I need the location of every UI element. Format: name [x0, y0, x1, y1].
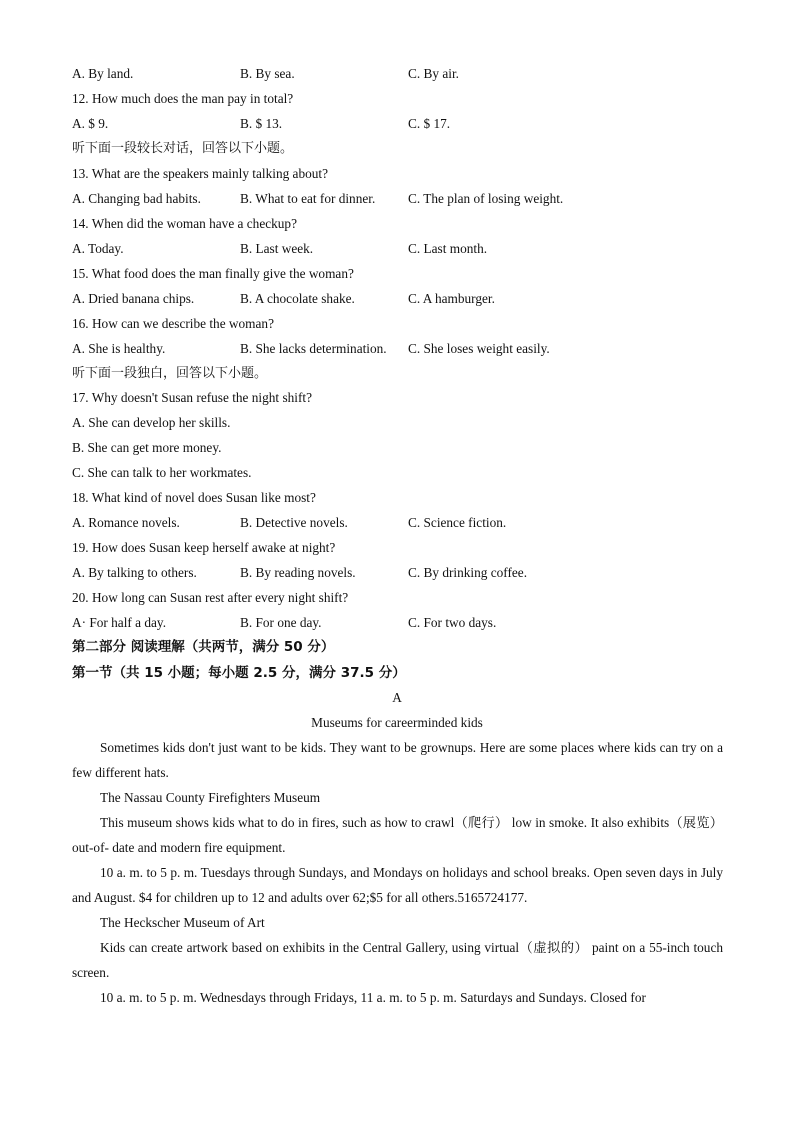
q18-option-a: A. Romance novels.: [72, 515, 180, 530]
q15-option-b: B. A chocolate shake.: [240, 291, 355, 306]
q18-question: 18. What kind of novel does Susan like most?: [72, 490, 316, 505]
museum2-name: The Heckscher Museum of Art: [100, 915, 265, 930]
q18-option-b: B. Detective novels.: [240, 515, 348, 530]
q20-option-c: C. For two days.: [408, 615, 497, 630]
passage-title: Museums for careerminded kids: [311, 715, 483, 730]
section-monologue-heading: 听下面一段独白，回答以下小题。: [72, 366, 268, 381]
q19-question: 19. How does Susan keep herself awake at night?: [72, 540, 336, 555]
section1-heading: 第一节（共 15 小题；每小题 2.5 分，满分 37.5 分）: [72, 665, 406, 681]
q13-option-c: C. The plan of losing weight.: [408, 191, 564, 206]
q14-question: 14. When did the woman have a checkup?: [72, 216, 297, 231]
passage-letter: A: [392, 690, 402, 705]
q16-option-a: A. She is healthy.: [72, 341, 166, 356]
q12-option-a: A. $ 9.: [72, 116, 109, 131]
q11-option-c: C. By air.: [408, 66, 459, 81]
section-long-dialog-heading: 听下面一段较长对话，回答以下小题。: [72, 141, 294, 156]
q12-question: 12. How much does the man pay in total?: [72, 91, 294, 106]
q19-option-a: A. By talking to others.: [72, 565, 197, 580]
museum1-hours: 10 a. m. to 5 p. m. Tuesdays through Sundays, and Mondays on holidays and school breaks. Open seven days in July and August. $4 for children up to 12 and adults over 62;$5 for all others.5165724177.: [72, 865, 723, 905]
museum2-description: Kids can create artwork based on exhibits in the Central Gallery, using virtual（虚拟的） paint on a 55-inch touch screen.: [72, 940, 723, 980]
q16-option-b: B. She lacks determination.: [240, 341, 387, 356]
q12-option-c: C. $ 17.: [408, 116, 451, 131]
q20-option-a: A· For half a day.: [72, 615, 167, 630]
q13-option-a: A. Changing bad habits.: [72, 191, 201, 206]
q17-option-a: A. She can develop her skills.: [72, 415, 231, 430]
museum2-hours: 10 a. m. to 5 p. m. Wednesdays through Fridays, 11 a. m. to 5 p. m. Saturdays and Sundays. Closed for: [100, 990, 646, 1005]
q17-question: 17. Why doesn't Susan refuse the night shift?: [72, 390, 312, 405]
q11-option-b: B. By sea.: [240, 66, 295, 81]
q17-option-c: C. She can talk to her workmates.: [72, 465, 252, 480]
q20-question: 20. How long can Susan rest after every night shift?: [72, 590, 349, 605]
museum1-name: The Nassau County Firefighters Museum: [100, 790, 321, 805]
q16-question: 16. How can we describe the woman?: [72, 316, 274, 331]
part2-heading: 第二部分 阅读理解（共两节，满分 50 分）: [72, 639, 335, 655]
q13-question: 13. What are the speakers mainly talking about?: [72, 166, 329, 181]
museum1-description: This museum shows kids what to do in fires, such as how to crawl（爬行） low in smoke. It also exhibits（展览） out-of- date and modern fire equipment.: [72, 815, 723, 855]
q19-option-b: B. By reading novels.: [240, 565, 356, 580]
q15-question: 15. What food does the man finally give the woman?: [72, 266, 354, 281]
q14-option-c: C. Last month.: [408, 241, 488, 256]
q17-option-b: B. She can get more money.: [72, 440, 222, 455]
q20-option-b: B. For one day.: [240, 615, 322, 630]
q14-option-a: A. Today.: [72, 241, 124, 256]
q13-option-b: B. What to eat for dinner.: [240, 191, 376, 206]
q14-option-b: B. Last week.: [240, 241, 314, 256]
q16-option-c: C. She loses weight easily.: [408, 341, 550, 356]
q19-option-c: C. By drinking coffee.: [408, 565, 528, 580]
intro-paragraph: Sometimes kids don't just want to be kids. They want to be grownups. Here are some places where kids can try on a few different hats.: [72, 740, 723, 780]
q15-option-c: C. A hamburger.: [408, 291, 495, 306]
q15-option-a: A. Dried banana chips.: [72, 291, 195, 306]
q11-option-a: A. By land.: [72, 66, 134, 81]
q12-option-b: B. $ 13.: [240, 116, 283, 131]
q18-option-c: C. Science fiction.: [408, 515, 507, 530]
